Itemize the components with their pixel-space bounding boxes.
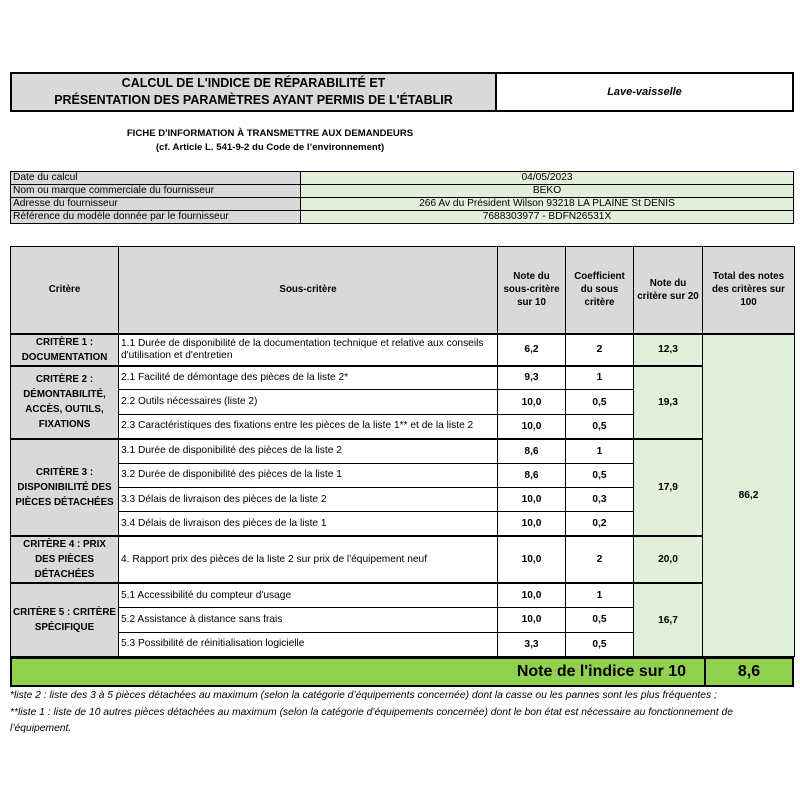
criterion-3-name: CRITÈRE 3 : DISPONIBILITÉ DES PIÈCES DÉTACHÉES <box>11 439 119 537</box>
info-value: 7688303977 - BDFN26531X <box>301 211 794 224</box>
subcriterion-label: 4. Rapport prix des pièces de la liste 2 sur prix de l'équipement neuf <box>119 536 498 583</box>
subcriterion-label: 2.2 Outils nécessaires (liste 2) <box>119 390 498 414</box>
subcriterion-coef: 2 <box>566 536 634 583</box>
info-row <box>11 185 794 198</box>
subcriterion-note: 10,0 <box>498 608 566 632</box>
subcriterion-note: 10,0 <box>498 583 566 607</box>
total-100: 86,2 <box>703 334 795 657</box>
fiche-line-2: (cf. Article L. 541-9-2 du Code de l’environnement) <box>155 142 385 153</box>
product-type: Lave-vaisselle <box>497 72 794 112</box>
info-value: 266 Av du Président Wilson 93218 LA PLAINE St DENIS <box>301 198 794 211</box>
header-row <box>11 247 795 334</box>
criterion-4-name: CRITÈRE 4 : PRIX DES PIÈCES DÉTACHÉES <box>11 536 119 583</box>
criterion-2-name: CRITÈRE 2 : DÉMONTABILITÉ, ACCÈS, OUTILS, FIXATIONS <box>11 366 119 439</box>
header-total: Total des notes des critères sur 100 <box>703 247 795 334</box>
criterion-5-name: CRITÈRE 5 : CRITÈRE SPÉCIFIQUE <box>11 583 119 656</box>
fiche-subtitle <box>10 127 530 155</box>
subcriterion-label: 3.3 Délais de livraison des pièces de la liste 2 <box>119 487 498 511</box>
final-score-row <box>10 657 794 687</box>
subcriterion-label: 3.2 Durée de disponibilité des pièces de la liste 1 <box>119 463 498 487</box>
final-score-label: Note de l'indice sur 10 <box>516 663 686 680</box>
table-row <box>11 334 795 366</box>
criterion-4-note20: 20,0 <box>634 536 703 583</box>
criterion-3-note20: 17,9 <box>634 439 703 537</box>
fiche-line-1: FICHE D'INFORMATION À TRANSMETTRE AUX DEMANDEURS <box>126 128 414 139</box>
title-line-2: PRÉSENTATION DES PARAMÈTRES AYANT PERMIS DE L'ÉTABLIR <box>54 93 453 107</box>
subcriterion-label: 5.2 Assistance à distance sans frais <box>119 608 498 632</box>
subcriterion-coef: 0,2 <box>566 512 634 536</box>
subcriterion-coef: 1 <box>566 583 634 607</box>
subcriterion-note: 10,0 <box>498 512 566 536</box>
final-score-value: 8,6 <box>704 659 792 685</box>
subcriterion-coef: 2 <box>566 334 634 366</box>
subcriterion-label: 1.1 Durée de disponibilité de la documentation technique et relative aux conseils d'utilisation et d'entretien <box>119 334 498 366</box>
subcriterion-note: 8,6 <box>498 463 566 487</box>
subcriterion-label: 3.4 Délais de livraison des pièces de la liste 1 <box>119 512 498 536</box>
footnotes <box>10 688 794 738</box>
subcriterion-label: 3.1 Durée de disponibilité des pièces de la liste 2 <box>119 439 498 463</box>
header-critere: Critère <box>11 247 119 334</box>
subcriterion-coef: 0,5 <box>566 414 634 438</box>
subcriterion-coef: 1 <box>566 439 634 463</box>
subcriterion-coef: 0,5 <box>566 463 634 487</box>
info-label: Nom ou marque commerciale du fournisseur <box>11 185 301 198</box>
header-sous-critere: Sous-critère <box>119 247 498 334</box>
info-label: Date du calcul <box>11 172 301 185</box>
subcriterion-note: 10,0 <box>498 390 566 414</box>
document-title <box>10 72 497 112</box>
info-row <box>11 172 794 185</box>
subcriterion-coef: 0,5 <box>566 390 634 414</box>
subcriterion-note: 3,3 <box>498 632 566 656</box>
criterion-5-note20: 16,7 <box>634 583 703 656</box>
table-row <box>11 439 795 463</box>
subcriterion-note: 10,0 <box>498 414 566 438</box>
footnote-liste-2: *liste 2 : liste des 3 à 5 pièces détachées au maximum (selon la catégorie d’équipements concernée) dont la casse ou les pannes sont les plus fréquentes ; <box>10 690 717 701</box>
subcriterion-label: 2.3 Caractéristiques des fixations entre les pièces de la liste 1** et de la liste 2 <box>119 414 498 438</box>
info-row <box>11 211 794 224</box>
subcriterion-note: 8,6 <box>498 439 566 463</box>
info-label: Référence du modèle donnée par le fournisseur <box>11 211 301 224</box>
header-coef: Coefficient du sous critère <box>566 247 634 334</box>
info-label: Adresse du fournisseur <box>11 198 301 211</box>
header-note20: Note du critère sur 20 <box>634 247 703 334</box>
subcriterion-coef: 1 <box>566 366 634 390</box>
table-row <box>11 583 795 607</box>
subcriterion-note: 10,0 <box>498 487 566 511</box>
subcriterion-coef: 0,3 <box>566 487 634 511</box>
criterion-1-name: CRITÈRE 1 : DOCUMENTATION <box>11 334 119 366</box>
subcriterion-label: 5.1 Accessibilité du compteur d'usage <box>119 583 498 607</box>
info-value: 04/05/2023 <box>301 172 794 185</box>
subcriterion-coef: 0,5 <box>566 632 634 656</box>
footnote-liste-1: **liste 1 : liste de 10 autres pièces détachées au maximum (selon la catégorie d’équipements concernée) dont le bon état est nécessaire au fonctionnement de l’équipement. <box>10 706 733 734</box>
criteria-table <box>10 246 795 657</box>
subcriterion-note: 10,0 <box>498 536 566 583</box>
table-row <box>11 536 795 583</box>
subcriterion-label: 5.3 Possibilité de réinitialisation logicielle <box>119 632 498 656</box>
subcriterion-note: 9,3 <box>498 366 566 390</box>
supplier-info-table <box>10 171 794 224</box>
title-line-1: CALCUL DE L'INDICE DE RÉPARABILITÉ ET <box>121 76 386 90</box>
table-row <box>11 366 795 390</box>
criterion-2-note20: 19,3 <box>634 366 703 439</box>
criterion-1-note20: 12,3 <box>634 334 703 366</box>
info-value: BEKO <box>301 185 794 198</box>
info-row <box>11 198 794 211</box>
subcriterion-label: 2.1 Facilité de démontage des pièces de la liste 2* <box>119 366 498 390</box>
subcriterion-coef: 0,5 <box>566 608 634 632</box>
subcriterion-note: 6,2 <box>498 334 566 366</box>
header-note10: Note du sous-critère sur 10 <box>498 247 566 334</box>
